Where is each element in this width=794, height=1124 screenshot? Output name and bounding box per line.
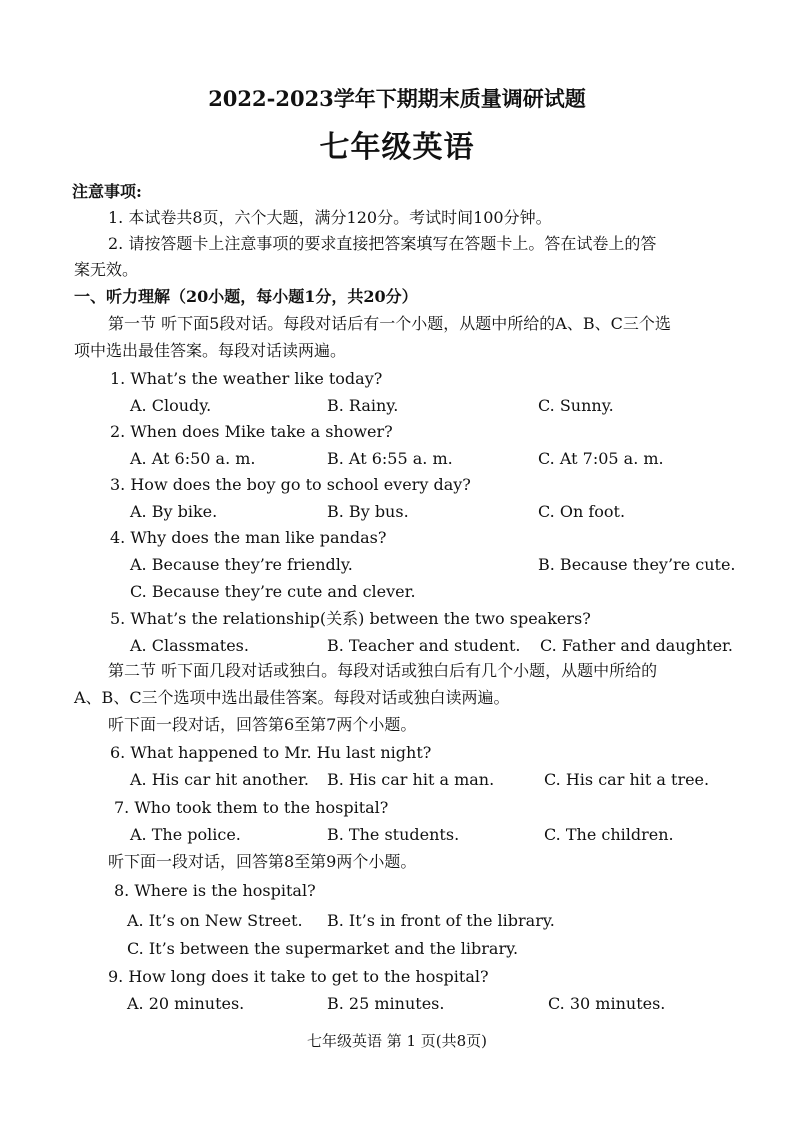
question-7-option-a: A. The police. [130,825,241,844]
section-1-heading: 一、听力理解（20小题，每小题1分，共20分） [74,287,418,306]
question-2-option-b: B. At 6:55 a. m. [327,449,453,468]
exam-subject: 七年级英语 [319,130,475,165]
exam-title: 2022-2023学年下期期末质量调研试题 [208,86,586,111]
notice-heading: 注意事项: [72,182,142,201]
notice-item-2-line-2: 案无效。 [74,260,139,279]
part-2-instructions-line-2: A、B、C三个选项中选出最佳答案。每段对话或独白读两遍。 [74,688,510,707]
question-2-option-a: A. At 6:50 a. m. [130,449,256,468]
question-8-option-c: C. It’s between the supermarket and the library. [127,939,519,958]
question-1-option-c: C. Sunny. [538,396,614,415]
question-9-option-b: B. 25 minutes. [327,994,445,1013]
question-4-option-b: B. Because they’re cute. [538,555,736,574]
question-8: 8. Where is the hospital? [114,881,316,900]
question-9-option-a: A. 20 minutes. [127,994,245,1013]
part-1-instructions-line-2: 项中选出最佳答案。每段对话读两遍。 [74,341,347,360]
question-5-option-c: C. Father and daughter. [540,636,734,655]
question-5: 5. What’s the relationship(关系) between the two speakers? [110,609,591,628]
intro-questions-8-9: 听下面一段对话，回答第8至第9两个小题。 [108,852,417,871]
question-6-option-a: A. His car hit another. [130,770,309,789]
question-8-option-a: A. It’s on New Street. [127,911,303,930]
part-1-instructions-line-1: 第一节 听下面5段对话。每段对话后有一个小题，从题中所给的A、B、C三个选 [108,314,671,333]
question-1-option-a: A. Cloudy. [130,396,212,415]
question-6: 6. What happened to Mr. Hu last night? [110,743,432,762]
question-3-option-c: C. On foot. [538,502,626,521]
question-3-option-a: A. By bike. [130,502,218,521]
question-9-option-c: C. 30 minutes. [548,994,666,1013]
question-4-option-a: A. Because they’re friendly. [130,555,353,574]
question-6-option-b: B. His car hit a man. [327,770,495,789]
question-4: 4. Why does the man like pandas? [110,528,387,547]
question-1: 1. What’s the weather like today? [110,369,383,388]
question-7: 7. Who took them to the hospital? [114,798,389,817]
question-2: 2. When does Mike take a shower? [110,422,393,441]
question-7-option-b: B. The students. [327,825,460,844]
question-3-option-b: B. By bus. [327,502,409,521]
part-2-instructions-line-1: 第二节 听下面几段对话或独白。每段对话或独白后有几个小题，从题中所给的 [108,661,658,680]
question-7-option-c: C. The children. [544,825,674,844]
question-2-option-c: C. At 7:05 a. m. [538,449,664,468]
question-5-option-a: A. Classmates. [130,636,249,655]
page-footer: 七年级英语 第 1 页(共8页) [306,1032,488,1050]
question-9: 9. How long does it take to get to the hospital? [108,967,489,986]
question-1-option-b: B. Rainy. [327,396,399,415]
notice-item-1: 1. 本试卷共8页，六个大题，满分120分。考试时间100分钟。 [108,208,552,227]
question-8-option-b: B. It’s in front of the library. [327,911,555,930]
intro-questions-6-7: 听下面一段对话，回答第6至第7两个小题。 [108,715,417,734]
question-5-option-b: B. Teacher and student. [327,636,521,655]
question-4-option-c: C. Because they’re cute and clever. [130,582,416,601]
notice-item-2-line-1: 2. 请按答题卡上注意事项的要求直接把答案填写在答题卡上。答在试卷上的答 [108,234,657,253]
question-3: 3. How does the boy go to school every day? [110,475,471,494]
question-6-option-c: C. His car hit a tree. [544,770,710,789]
